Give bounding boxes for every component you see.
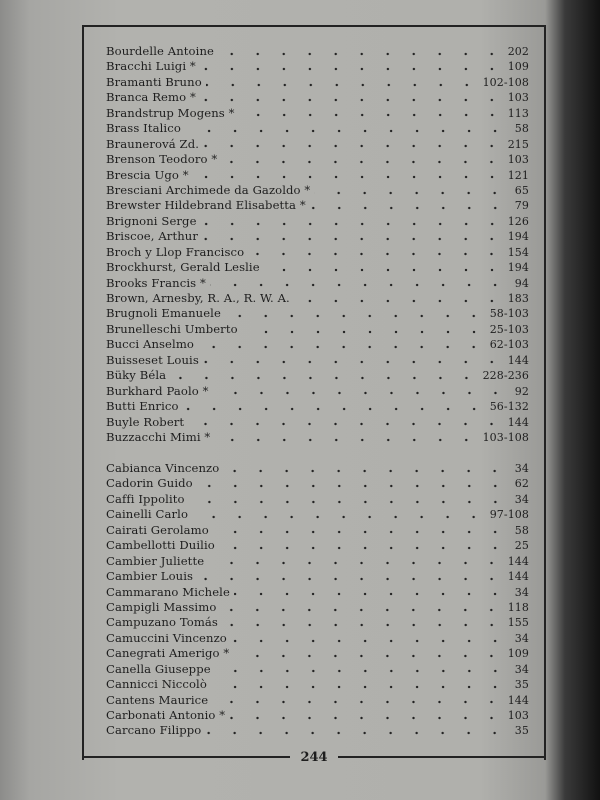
entry-pages: 58 xyxy=(514,523,529,537)
entry-pages: 118 xyxy=(507,600,529,614)
entry-name: Campigli Massimo xyxy=(106,599,217,614)
entry-name: Brown, Arnesby, R. A., R. W. A. xyxy=(106,291,290,305)
index-section-b xyxy=(106,44,529,445)
index-entry xyxy=(106,75,529,90)
dot-leader xyxy=(201,220,505,228)
footer-rule-right xyxy=(338,756,546,758)
entry-pages: 34 xyxy=(514,585,529,599)
index-entry xyxy=(106,554,529,569)
entry-name: Canegrati Amerigo * xyxy=(106,646,230,661)
dot-leader xyxy=(233,652,504,660)
dot-leader xyxy=(314,189,508,197)
dot-leader xyxy=(205,729,508,737)
entry-name: Cammarano Michele xyxy=(106,584,230,599)
entry-pages: 215 xyxy=(507,137,529,151)
dot-leader xyxy=(197,575,505,583)
entry-pages: 144 xyxy=(507,693,529,707)
index-entry xyxy=(106,615,529,630)
entry-name: Butti Enrico xyxy=(106,399,179,414)
index-entry xyxy=(106,523,529,538)
dot-leader xyxy=(206,81,480,89)
entry-pages: 25 xyxy=(514,539,529,553)
entry-name: Cantens Maurice xyxy=(106,692,209,707)
entry-name: Brockhurst, Gerald Leslie xyxy=(106,260,260,275)
index-entry xyxy=(106,353,529,368)
dot-leader xyxy=(239,111,505,119)
entry-pages: 94 xyxy=(514,276,529,290)
dot-leader xyxy=(192,513,487,521)
dot-leader xyxy=(208,559,505,567)
dot-leader xyxy=(200,96,505,104)
entry-pages: 183 xyxy=(507,292,529,305)
entry-pages: 34 xyxy=(514,492,529,506)
index-entry xyxy=(106,198,529,213)
index-entry xyxy=(106,229,529,244)
dot-leader xyxy=(219,544,508,552)
dot-leader xyxy=(222,621,505,629)
dot-leader xyxy=(198,343,487,351)
entry-name: Bracchi Luigi * xyxy=(106,59,196,74)
entry-name: Brooks Francis * xyxy=(106,275,206,290)
dot-leader xyxy=(185,127,508,135)
entry-name: Cambier Juliette xyxy=(106,553,205,568)
entry-pages: 62 xyxy=(514,477,529,491)
index-entry xyxy=(106,399,529,414)
index-entry xyxy=(106,306,529,321)
entry-name: Brass Italico xyxy=(106,121,181,136)
entry-pages: 35 xyxy=(514,678,529,692)
entry-pages: 34 xyxy=(514,662,529,676)
index-entry xyxy=(106,492,529,507)
index-entry xyxy=(106,168,529,183)
entry-pages: 65 xyxy=(514,183,529,197)
index-entry xyxy=(106,723,529,738)
footer-rule-left xyxy=(82,756,290,758)
entry-name: Buyle Robert xyxy=(106,414,185,429)
dot-leader xyxy=(203,142,505,150)
entry-name: Brescia Ugo * xyxy=(106,167,189,182)
dot-leader xyxy=(242,328,487,336)
entry-pages: 56-132 xyxy=(489,400,529,414)
entry-pages: 92 xyxy=(514,384,529,398)
index-entry xyxy=(106,337,529,352)
entry-name: Briscoe, Arthur xyxy=(106,229,198,244)
entry-pages: 58 xyxy=(514,122,529,136)
entry-pages: 228-236 xyxy=(482,369,529,383)
entry-name: Brugnoli Emanuele xyxy=(106,306,221,321)
dot-leader xyxy=(211,683,508,691)
index-entry xyxy=(106,368,529,383)
entry-pages: 194 xyxy=(507,230,529,244)
entry-pages: 97-108 xyxy=(489,508,529,522)
entry-pages: 25-103 xyxy=(489,322,529,336)
entry-pages: 144 xyxy=(507,353,529,367)
entry-name: Camuccini Vincenzo xyxy=(106,630,227,645)
entry-name: Campuzano Tomás xyxy=(106,615,218,630)
entry-pages: 35 xyxy=(514,724,529,738)
dot-leader xyxy=(200,65,505,73)
entry-pages: 144 xyxy=(507,554,529,568)
page-footer xyxy=(82,748,546,766)
dot-leader xyxy=(213,528,508,536)
index-entry xyxy=(106,631,529,646)
index-entry xyxy=(106,507,529,522)
dot-leader xyxy=(214,436,479,444)
index-entry xyxy=(106,476,529,491)
index-entry xyxy=(106,662,529,677)
entry-name: Brignoni Serge xyxy=(106,213,197,228)
index-entry xyxy=(106,245,529,260)
entry-pages: 34 xyxy=(514,462,529,475)
entry-name: Buzzacchi Mimi * xyxy=(106,429,211,444)
entry-name: Carcano Filippo xyxy=(106,723,202,738)
index-entry xyxy=(106,415,529,430)
index-entry xyxy=(106,106,529,121)
dot-leader xyxy=(210,281,508,289)
entry-pages: 103-108 xyxy=(482,430,529,444)
entry-name: Buisseset Louis xyxy=(106,352,199,367)
dot-leader xyxy=(225,312,487,320)
entry-name: Bucci Anselmo xyxy=(106,337,194,352)
entry-name: Bramanti Bruno xyxy=(106,74,202,89)
index-entry xyxy=(106,384,529,399)
dot-leader xyxy=(202,235,505,243)
entry-pages: 144 xyxy=(507,570,529,584)
entry-pages: 34 xyxy=(514,631,529,645)
entry-pages: 113 xyxy=(507,106,529,120)
index-entry xyxy=(106,569,529,584)
dot-leader xyxy=(189,498,508,506)
entry-pages: 58-103 xyxy=(489,307,529,321)
dot-leader xyxy=(221,158,504,166)
entry-name: Cabianca Vincenzo xyxy=(106,461,220,475)
entry-name: Braunerová Zd. xyxy=(106,136,200,151)
dot-leader xyxy=(223,467,508,475)
dot-leader xyxy=(193,173,505,181)
entry-pages: 62-103 xyxy=(489,338,529,352)
index-entry xyxy=(106,677,529,692)
entry-name: Caffi Ippolito xyxy=(106,491,185,506)
entry-pages: 144 xyxy=(507,415,529,429)
dot-leader xyxy=(248,250,504,258)
entry-name: Burkhard Paolo * xyxy=(106,383,209,398)
dot-leader xyxy=(213,389,508,397)
entry-pages: 103 xyxy=(507,709,529,722)
entry-name: Branca Remo * xyxy=(106,90,196,105)
dot-leader xyxy=(310,204,508,212)
index-entry xyxy=(106,90,529,105)
index-entry xyxy=(106,291,529,306)
dot-leader xyxy=(197,482,508,490)
entry-name: Brandstrup Mogens * xyxy=(106,105,235,120)
dot-leader xyxy=(170,374,479,382)
index-section-c xyxy=(106,461,529,739)
dot-leader xyxy=(188,420,505,428)
index-entry xyxy=(106,121,529,136)
entry-name: Brenson Teodoro * xyxy=(106,152,218,167)
entry-pages: 126 xyxy=(507,214,529,228)
entry-name: Cainelli Carlo xyxy=(106,507,189,522)
entry-name: Cairati Gerolamo xyxy=(106,522,209,537)
dot-leader xyxy=(203,358,505,366)
entry-pages: 194 xyxy=(507,261,529,275)
dot-leader xyxy=(231,637,508,645)
entry-pages: 103 xyxy=(507,153,529,167)
entry-pages: 155 xyxy=(507,616,529,630)
index-entry xyxy=(106,585,529,600)
entry-pages: 121 xyxy=(507,168,529,182)
entry-pages: 154 xyxy=(507,245,529,259)
index-entry xyxy=(106,183,529,198)
dot-leader xyxy=(218,50,505,58)
entry-name: Bresciani Archimede da Gazoldo * xyxy=(106,182,311,197)
dot-leader xyxy=(264,266,505,274)
dot-leader xyxy=(220,606,504,614)
index-entry xyxy=(106,461,529,476)
entry-name: Brewster Hildebrand Elisabetta * xyxy=(106,198,306,213)
index-entry xyxy=(106,600,529,615)
entry-pages: 109 xyxy=(507,60,529,74)
entry-name: Cambier Louis xyxy=(106,569,194,584)
entry-pages: 102-108 xyxy=(482,75,529,89)
entry-pages: 79 xyxy=(514,199,529,213)
page-number: 244 xyxy=(300,749,328,765)
entry-pages: 202 xyxy=(507,45,529,58)
dot-leader xyxy=(212,698,504,706)
entry-name: Cadorin Guido xyxy=(106,476,193,491)
index-entry xyxy=(106,538,529,553)
index-entry xyxy=(106,322,529,337)
index-entry xyxy=(106,708,529,723)
dot-leader xyxy=(234,590,508,598)
index-entry xyxy=(106,137,529,152)
entry-name: Broch y Llop Francisco xyxy=(106,244,245,259)
index-entry xyxy=(106,214,529,229)
index-entry xyxy=(106,59,529,74)
index-entry xyxy=(106,646,529,661)
dot-leader xyxy=(229,714,505,722)
dot-leader xyxy=(183,405,487,413)
index-entry xyxy=(106,260,529,275)
entry-name: Carbonati Antonio * xyxy=(106,708,226,722)
entry-name: Canella Giuseppe xyxy=(106,661,211,676)
entry-name: Büky Béla xyxy=(106,368,167,383)
index-entry xyxy=(106,152,529,167)
entry-pages: 103 xyxy=(507,91,529,105)
index-entry xyxy=(106,276,529,291)
dot-leader xyxy=(215,667,508,675)
dot-leader xyxy=(294,297,505,305)
index-entry xyxy=(106,430,529,445)
index-entry xyxy=(106,44,529,59)
entry-name: Cannicci Niccolò xyxy=(106,677,207,692)
entry-pages: 109 xyxy=(507,647,529,661)
entry-name: Cambellotti Duilio xyxy=(106,538,215,553)
entry-name: Brunelleschi Umberto xyxy=(106,321,238,336)
index-entry xyxy=(106,693,529,708)
entry-name: Bourdelle Antoine xyxy=(106,44,214,58)
